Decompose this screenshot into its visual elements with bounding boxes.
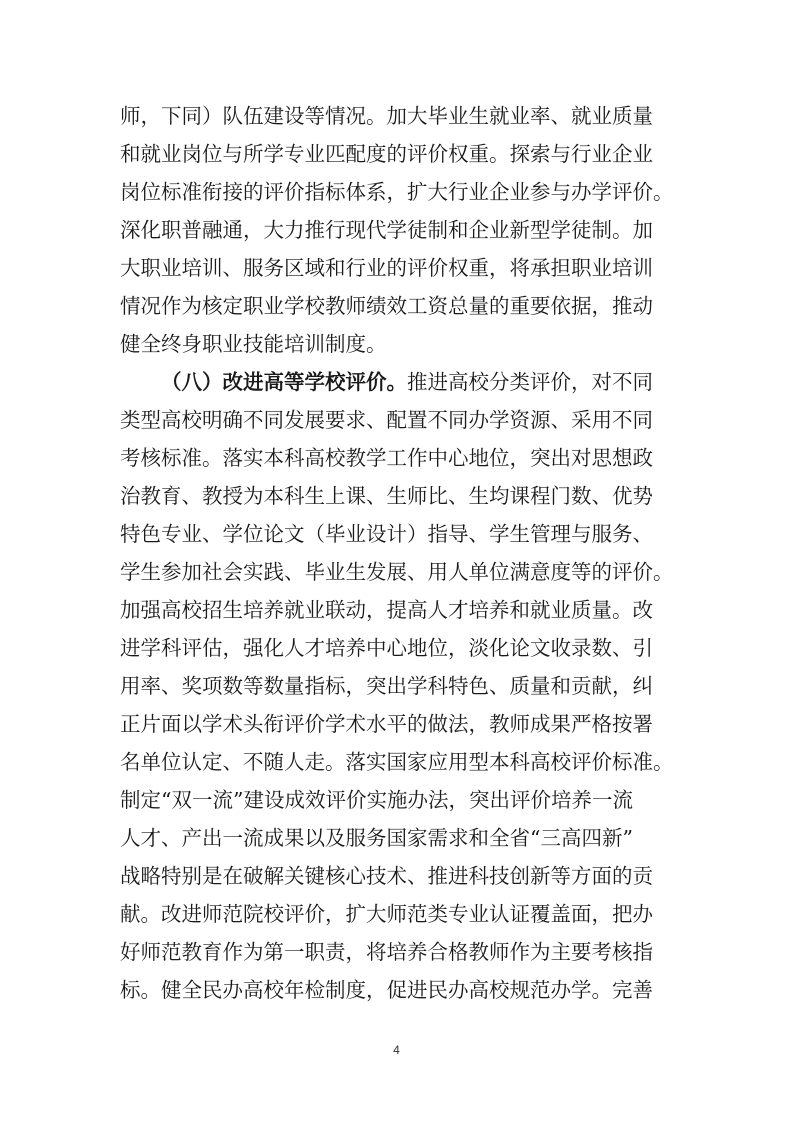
text-line: 健全终身职业技能培训制度。 <box>120 332 387 356</box>
text-line: 加强高校招生培养就业联动，提高人才培养和就业质量。改 <box>120 598 653 622</box>
text-line: 大职业培训、服务区域和行业的评价权重，将承担职业培训 <box>120 256 653 280</box>
section-first-line-text: 推进高校分类评价，对不同 <box>407 370 653 394</box>
body-text <box>120 97 680 1009</box>
text-line: 用率、奖项数等数量指标，突出学科特色、质量和贡献，纠 <box>120 674 653 698</box>
text-line: 制定“双一流”建设成效评价实施办法，突出评价培养一流 <box>120 788 633 812</box>
text-line: 标。健全民办高校年检制度，促进民办高校规范办学。完善 <box>120 978 653 1002</box>
text-line: 情况作为核定职业学校教师绩效工资总量的重要依据，推动 <box>120 294 653 318</box>
text-line: 好师范教育作为第一职责，将培养合格教师作为主要考核指 <box>120 940 653 964</box>
text-line: 学生参加社会实践、毕业生发展、用人单位满意度等的评价。 <box>120 560 674 584</box>
text-line: 战略特别是在破解关键核心技术、推进科技创新等方面的贡 <box>120 864 653 888</box>
text-line: 考核标准。落实本科高校教学工作中心地位，突出对思想政 <box>120 446 653 470</box>
text-line: 名单位认定、不随人走。落实国家应用型本科高校评价标准。 <box>120 750 674 774</box>
section-first-line <box>120 363 680 401</box>
text-line: 特色专业、学位论文（毕业设计）指导、学生管理与服务、 <box>120 522 653 546</box>
text-line: 深化职普融通，大力推行现代学徒制和企业新型学徒制。加 <box>120 218 653 242</box>
section-heading: （八）改进高等学校评价。 <box>161 370 407 394</box>
text-line: 治教育、教授为本科生上课、生师比、生均课程门数、优势 <box>120 484 653 508</box>
text-line: 正片面以学术头衔评价学术水平的做法，教师成果严格按署 <box>120 712 653 736</box>
text-line: 师，下同）队伍建设等情况。加大毕业生就业率、就业质量 <box>120 104 653 128</box>
text-line: 人才、产出一流成果以及服务国家需求和全省“三高四新” <box>120 826 633 850</box>
text-line: 进学科评估，强化人才培养中心地位，淡化论文收录数、引 <box>120 636 653 660</box>
page-number: 4 <box>393 1043 400 1057</box>
text-line: 和就业岗位与所学专业匹配度的评价权重。探索与行业企业 <box>120 142 653 166</box>
text-line: 岗位标准衔接的评价指标体系，扩大行业企业参与办学评价。 <box>120 180 674 204</box>
text-line: 献。改进师范院校评价，扩大师范类专业认证覆盖面，把办 <box>120 902 653 926</box>
text-line: 类型高校明确不同发展要求、配置不同办学资源、采用不同 <box>120 408 653 432</box>
